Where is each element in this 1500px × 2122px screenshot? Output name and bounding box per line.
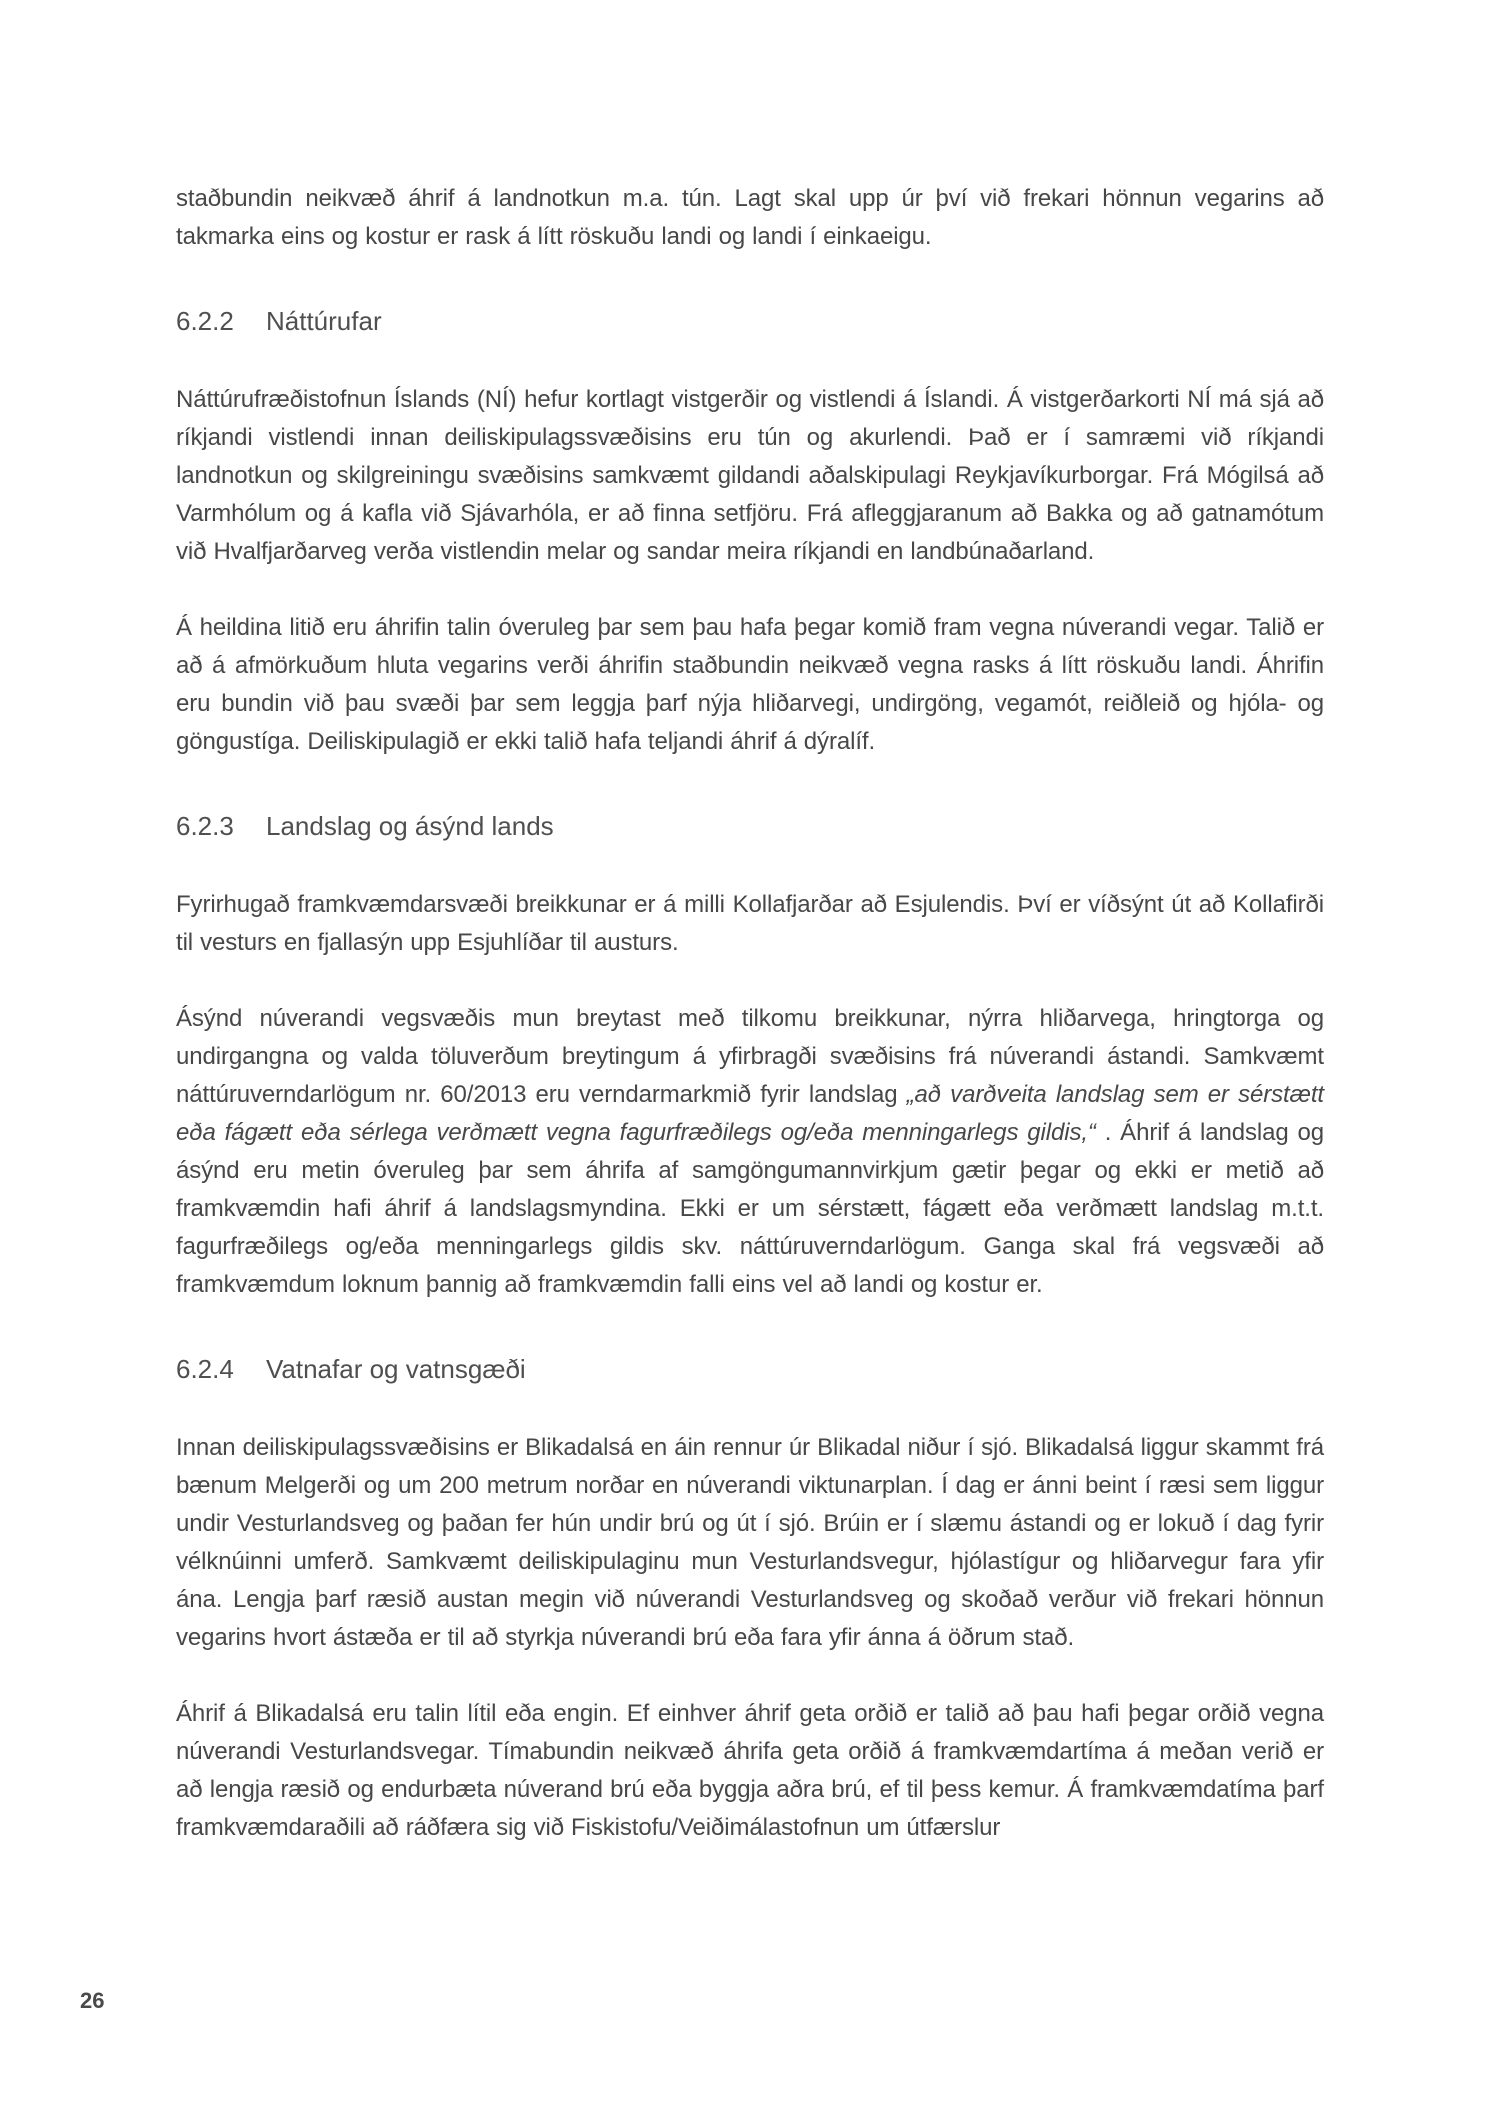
continuation-paragraph: staðbundin neikvæð áhrif á landnotkun m.a. tún. Lagt skal upp úr því við frekari hönnun vegarins að takmarka eins og kostur er rask á lítt röskuðu landi og landi í einkaeigu. bbox=[176, 185, 1324, 250]
paragraph-vistgerdir: Náttúrufræðistofnun Íslands (NÍ) hefur kortlagt vistgerðir og vistlendi á Íslandi. Á vistgerðarkorti NÍ má sjá að ríkjandi vistlendi innan deiliskipulagssvæðisins eru tún og akurlendi. Það er í samræmi við ríkjandi landnotkun og skilgreiningu svæðisins samkvæmt gildandi aðalskipulagi Reykjavíkurborgar. Frá Mógilsá að Varmhólum og á kafla við Sjávarhóla, er að finna setfjöru. Frá afleggjaranum að Bakka og að gatnamótum við Hvalfjarðarveg verða vistlendin melar og sandar meira ríkjandi en landbúnaðarland. bbox=[176, 386, 1324, 565]
law-quote-italic: „að varðveita landslag sem er sérstætt eða fágætt eða sérlega verðmætt vegna fagurfræðilegs og/eða menningarlegs gildis,“ bbox=[176, 1081, 1324, 1146]
quote-paragraph-after: . Áhrif á landslag og ásýnd eru metin óveruleg þar sem áhrifa af samgöngumannvirkjum gætir þegar og ekki er metið að framkvæmdin hafi áhrif á landslagsmyndina. Ekki er um sérstætt, fágætt eða verðmætt landslag m.t.t. fagurfræðilegs og/eða menningarlegs gildis skv. náttúruverndarlögum. Ganga skal frá vegsvæði að framkvæmdum loknum þannig að framkvæmdin falli eins vel að landi og kostur er. bbox=[176, 1119, 1324, 1298]
page-number: 26 bbox=[80, 1988, 105, 2013]
quote-paragraph-before: Ásýnd núverandi vegsvæðis mun breytast með tilkomu breikkunar, nýrra hliðarvega, hringtorga og undirgangna og valda töluverðum breytingum á yfirbragði svæðisins frá núverandi ástandi. Samkvæmt náttúruverndarlögum nr. 60/2013 eru verndarmarkmið fyrir landslag bbox=[176, 1005, 1324, 1108]
section-heading-landslag bbox=[176, 806, 1324, 846]
paragraph-ahrif-blikadalsa: Áhrif á Blikadalsá eru talin lítil eða engin. Ef einhver áhrif geta orðið er talið að þau hafi þegar orðið vegna núverandi Vesturlandsvegar. Tímabundin neikvæð áhrifa geta orðið á framkvæmdartíma á meðan verið er að lengja ræsið og endurbæta núverand brú eða byggja aðra brú, ef til þess kemur. Á framkvæmdatíma þarf framkvæmdaraðili að ráðfæra sig við Fiskistofu/Veiðimálastofnun um útfærslur bbox=[176, 1700, 1324, 1841]
section-number: 6.2.3 bbox=[176, 811, 234, 841]
paragraph-blikadalsa: Innan deiliskipulagssvæðisins er Blikadalsá en áin rennur úr Blikadal niður í sjó. Blikadalsá liggur skammt frá bænum Melgerði og um 200 metrum norðar en núverandi viktunarplan. Í dag er ánni beint í ræsi sem liggur undir Vesturlandsveg og þaðan fer hún undir brú og út í sjó. Brúin er í slæmu ástandi og er lokuð í dag fyrir vélknúinni umferð. Samkvæmt deiliskipulaginu mun Vesturlandsvegur, hjólastígur og hliðarvegur fara yfir ána. Lengja þarf ræsið austan megin við núverandi Vesturlandsveg og skoðað verður við frekari hönnun vegarins hvort ástæða er til að styrkja núverandi brú eða fara yfir ánna á öðrum stað. bbox=[176, 1434, 1324, 1651]
paragraph-heildina-litid: Á heildina litið eru áhrifin talin óveruleg þar sem þau hafa þegar komið fram vegna núverandi vegar. Talið er að á afmörkuðum hluta vegarins verði áhrifin staðbundin neikvæð vegna rasks á lítt röskuðu landi. Áhrifin eru bundin við þau svæði þar sem leggja þarf nýja hliðarvegi, undirgöng, vegamót, reiðleið og hjóla- og göngustíga. Deiliskipulagið er ekki talið hafa teljandi áhrif á dýralíf. bbox=[176, 614, 1324, 755]
section-number: 6.2.4 bbox=[176, 1354, 234, 1384]
section-number: 6.2.2 bbox=[176, 306, 234, 336]
paragraph-asynd-with-quote bbox=[176, 1000, 1324, 1304]
section-title: Vatnafar og vatnsgæði bbox=[266, 1354, 526, 1384]
section-heading-vatnafar bbox=[176, 1349, 1324, 1389]
section-title: Landslag og ásýnd lands bbox=[266, 811, 554, 841]
section-heading-natturufar bbox=[176, 301, 1324, 341]
paragraph-fyrirhugad-svaedi: Fyrirhugað framkvæmdarsvæði breikkunar er á milli Kollafjarðar að Esjulendis. Því er víðsýnt út að Kollafirði til vesturs en fjallasýn upp Esjuhlíðar til austurs. bbox=[176, 891, 1324, 956]
section-title: Náttúrufar bbox=[266, 306, 382, 336]
